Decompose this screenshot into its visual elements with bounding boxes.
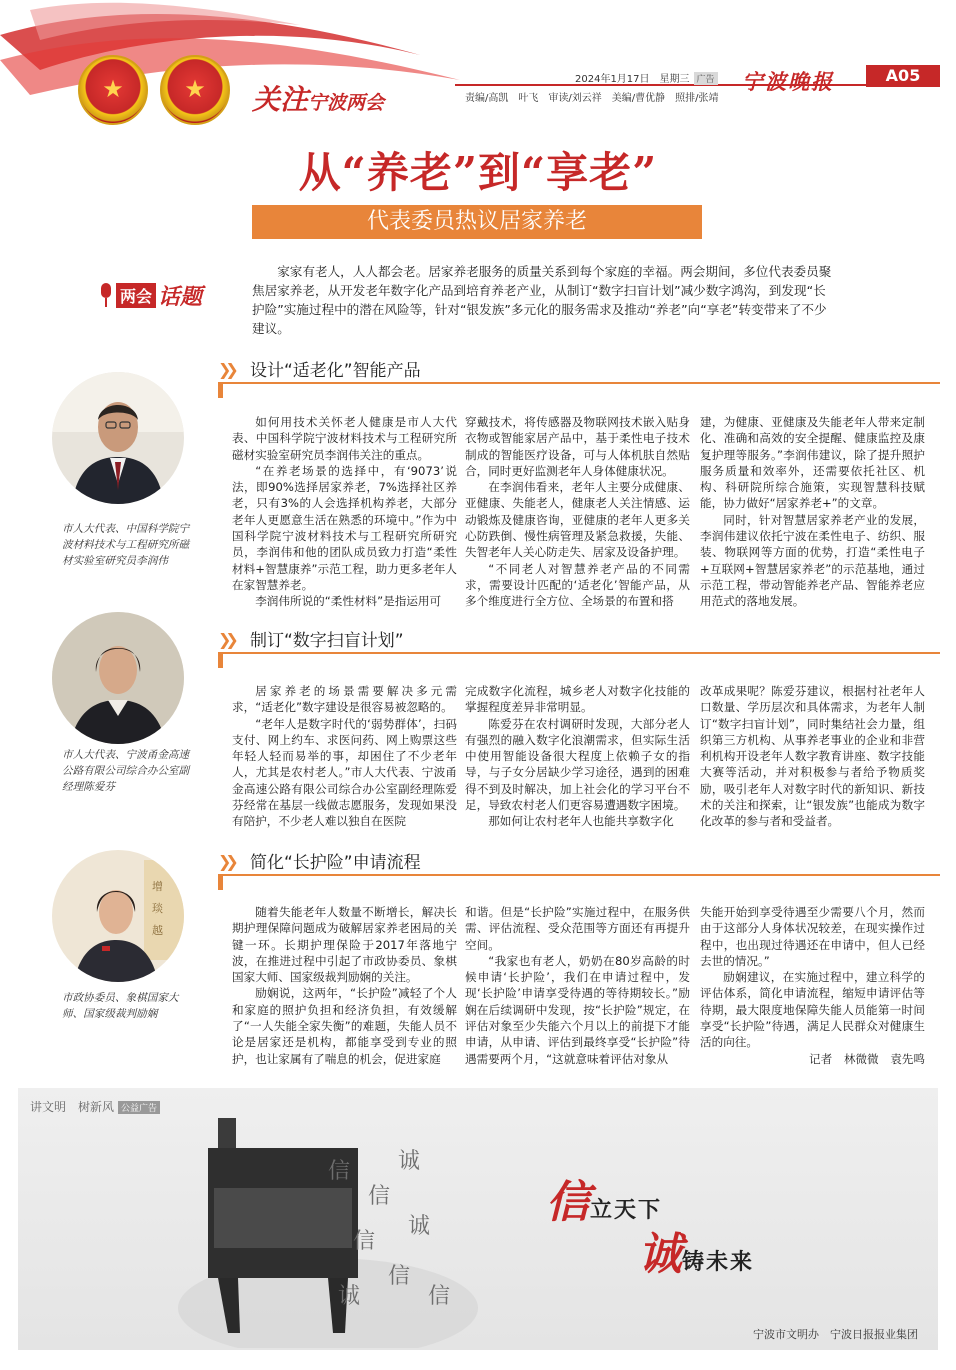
svg-text:信: 信 <box>388 1264 411 1289</box>
svg-text:增: 增 <box>152 880 163 893</box>
svg-text:诚: 诚 <box>338 1284 361 1309</box>
section-header: ❯❯ 设计“适老化”智能产品 <box>218 356 940 384</box>
svg-text:越: 越 <box>152 924 163 937</box>
article-column: 居家养老的场景需要解决多元需求，“适老化”数字建设是很容易被忽略的。 “老年人是数字时代的‘弱势群体’，扫码支付、网上约车、求医问药、网上购票这些年轻人轻而易举的事，却困住了不少老年人，尤其是农村老人。”市人大代表、宁波甬金高速公路有限公司综合办公室副经理陈爱芬经常在基层一线做志愿服务，发现如果没有陪护，不少老人难以独自在医院 <box>232 684 457 829</box>
page-number: A05 <box>866 65 940 87</box>
photo-caption: 市政协委员、象棋国家大师、国家级裁判励娴 <box>62 992 179 1020</box>
chevron-icon: ❯❯ <box>218 630 233 649</box>
chevron-icon: ❯❯ <box>218 360 233 379</box>
svg-text:信: 信 <box>328 1159 351 1184</box>
ad-header: 讲文明 树新风 公益广告 <box>30 1098 160 1115</box>
chevron-icon: ❯❯ <box>218 852 233 871</box>
article-column: 和谐。但是“长护险”实施过程中，在服务供需、评估流程、受众范围等方面还有再提升空间。 “我家也有老人，奶奶在80岁高龄的时候申请‘长护险’，我们在申请过程中，发现‘长护险’申请享受待遇的等待期较长。”励娴在后续调研中发现，按“长护险”规定，在评估对象至少失能六个月以上的前提下才能申请，从申请、评估到最终享受“长护险”待遇需要两个月，“这就意味着评估对象从 <box>465 905 690 1066</box>
public-service-ad <box>18 1088 938 1350</box>
portrait-photo <box>52 612 184 744</box>
svg-text:信: 信 <box>368 1184 391 1209</box>
portrait-photo <box>52 850 184 982</box>
ad-tag: 广告 <box>694 72 718 85</box>
svg-text:诚: 诚 <box>398 1149 421 1174</box>
photo-caption: 市人大代表、宁波甬金高速公路有限公司综合办公室副经理陈爱芬 <box>62 749 190 793</box>
subheadline: 代表委员热议居家养老 <box>252 205 702 239</box>
article-column: 完成数字化流程，城乡老人对数字化技能的掌握程度差异非常明显。 陈爱芬在农村调研时发现，大部分老人有强烈的融入数字化浪潮需求，但实际生活中使用智能设备很大程度上依赖子女的指导，与子女分居缺少学习途径，遇到的困难得不到及时解决，加上社会化的学习平台不足，导致农村老人们更容易遭遇数字困境。 那如何让农村老年人也能共享数字化 <box>465 684 690 829</box>
ad-slogan-line: 信立天下 <box>546 1177 663 1228</box>
article-column: 改革成果呢？陈爱芬建议，根据村社老年人口数量、学历层次和具体需求，为老年人制订“数字扫盲计划”，同时集结社会力量，组织第三方机构、从事养老事业的企业和非营利机构开设老年人数字教育讲座、数字技能大赛等活动，并对积极参与者给予物质奖励，吸引老年人对数字时代的新知识、新技术的关注和探索，让“银发族”也能成为数字化改革的参与者和受益者。 <box>700 684 925 829</box>
portrait-photo <box>52 372 184 504</box>
headline: 从“养老”到“享老” <box>298 148 658 197</box>
bronze-vessel-illustration <box>178 1108 478 1348</box>
svg-text:琰: 琰 <box>152 902 163 915</box>
svg-text:诚: 诚 <box>408 1214 431 1239</box>
article-column: 随着失能老年人数量不断增长，解决长期护理保障问题成为破解居家养老困局的关键一环。长期护理保险于2017年落地宁波，在推进过程中引起了市政协委员、象棋国家大师、国家级裁判励娴的关注。 励娴说，这两年，“长护险”减轻了个人和家庭的照护负担和经济负担，有效缓解了“一人失能全家失衡”的难题，失能人员不论是居家还是机构，都能享受到专业的照护，也让家属有了喘息的机会，促进家庭 <box>232 905 457 1066</box>
photo-caption: 市人大代表、中国科学院宁波材料技术与工程研究所磁材实验室研究员李润伟 <box>62 523 190 567</box>
svg-text:信: 信 <box>353 1229 376 1254</box>
topic-badge: 两会 话题 <box>98 280 202 311</box>
byline: 记者 林微微 袁先鸣 <box>809 1051 925 1066</box>
article-column: 失能开始到享受待遇至少需要八个月，然而由于这部分人身体状况较差，在现实操作过程中，也出现过待遇还在申请中，但人已经去世的情况。” 励娴建议，在实施过程中，建立科学的评估体系，简化申请流程，缩短申请评估等待期，最大限度地保障失能人员能第一时间享受“长护险”待遇，满足人民群众对健康生活的向往。 记者 林微微 袁先鸣 <box>700 905 925 1066</box>
article-column: 建，为健康、亚健康及失能老年人带来定制化、准确和高效的安全提醒、健康监控及康复护理等服务。”李润伟建议，除了提升照护服务质量和效率外，还需要依托社区、机构、科研院所综合施策，实现智慧科技赋能，协力做好“居家养老+”的文章。 同时，针对智慧居家养老产业的发展，李润伟建议依托宁波在柔性电子、纺织、服装、物联网等方面的优势，打造“柔性电子+互联网+智慧居家养老”的示范基地，通过示范工程，带动智能养老产品、智能养老应用范式的落地发展。 <box>700 415 925 609</box>
article-column: 穿戴技术，将传感器及物联网技术嵌入贴身衣物或智能家居产品中，基于柔性电子技术制成的智能医疗设备，可与人体机肤自然贴合，同时更好监测老年人身体健康状况。 在李润伟看来，老年人主要分成健康、亚健康、失能老人，健康老人关注情感、运动锻炼及健康咨询，亚健康的老年人更多关心防跌倒、慢性病管理及紧急救援，失能、失智老年人关心防走失、居家及设备护理。 “不同老人对智慧养老产品的不同需求，需要设计匹配的‘适老化’智能产品，从多个维度进行全方位、全场景的布置和搭 <box>465 415 690 609</box>
cppcc-emblem-icon: ★ <box>160 55 230 125</box>
issue-date: 2024年1月17日 星期三 广告 <box>575 70 718 85</box>
svg-text:信: 信 <box>428 1284 451 1309</box>
paper-logo: 宁波晚报 <box>742 69 834 94</box>
ad-slogan-line: 诚铸未来 <box>638 1229 755 1280</box>
page-header <box>0 0 956 140</box>
article-column: 如何用技术关怀老人健康是市人大代表、中国科学院宁波材料技术与工程研究所磁材实验室研究员李润伟关注的重点。 “在养老场景的选择中，有‘9073’说法，即90%选择居家养老，7%选择社区养老，只有3%的人会选择机构养老，大部分老年人更愿意生活在熟悉的环境中。”作为中国科学院宁波材料技术与工程研究所研究员，李润伟和他的团队成员致力打造“柔性材料+智慧康养”示范工程，助力更多老年人在家智慧养老。 李润伟所说的“柔性材料”是指运用可 <box>232 415 457 609</box>
microphone-icon <box>98 283 114 309</box>
national-emblem-icon: ★ <box>78 55 148 125</box>
section-header: ❯❯ 制订“数字扫盲计划” <box>218 626 940 654</box>
section-header: ❯❯ 简化“长护险”申请流程 <box>218 848 940 876</box>
staff-credits: 责编/高凯 叶飞 审读/刘云祥 美编/曹优静 照排/张靖 <box>465 93 719 104</box>
section-title: 关注宁波两会 <box>252 83 385 116</box>
intro-paragraph: 家家有老人，人人都会老。居家养老服务的质量关系到每个家庭的幸福。两会期间，多位代表委员聚焦居家养老，从开发老年数字化产品到培育养老产业，从制订“数字扫盲计划”减少数字鸿沟，到发现“长护险”实施过程中的潜在风险等，针对“银发族”多元化的服务需求及推动“养老”向“享老”转变带来了不少建议。 <box>252 264 832 336</box>
ad-sponsors: 宁波市文明办 宁波日报报业集团 <box>753 1328 918 1341</box>
